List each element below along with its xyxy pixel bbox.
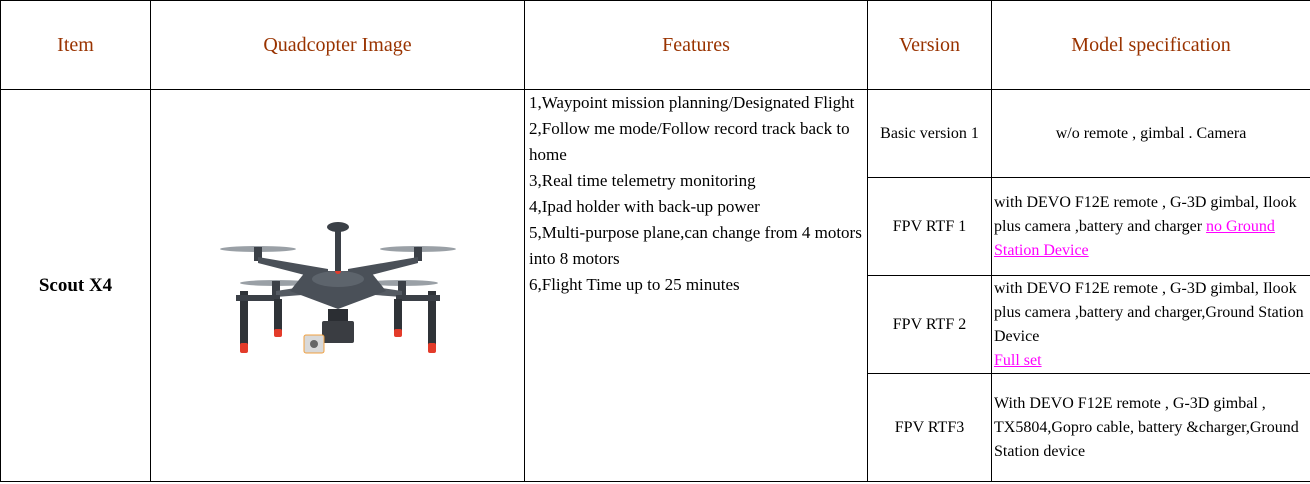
feature-item: 3,Real time telemetry monitoring bbox=[529, 171, 756, 190]
features-cell bbox=[525, 90, 868, 482]
feature-item: 5,Multi-purpose plane,can change from 4 motors into 8 motors bbox=[529, 223, 862, 268]
no-ground-station-link[interactable]: no Ground Station Device bbox=[994, 217, 1275, 259]
product-name: Scout X4 bbox=[1, 90, 151, 482]
feature-item: 4,Ipad holder with back-up power bbox=[529, 197, 760, 216]
quadcopter-drone-image bbox=[218, 191, 458, 381]
feature-item: 6,Flight Time up to 25 minutes bbox=[529, 275, 740, 294]
version-name: FPV RTF 1 bbox=[868, 178, 992, 276]
header-version: Version bbox=[868, 1, 992, 90]
version-spec: w/o remote , gimbal . Camera bbox=[992, 90, 1310, 178]
version-name: FPV RTF 2 bbox=[868, 276, 992, 374]
header-features: Features bbox=[525, 1, 868, 90]
version-spec bbox=[992, 178, 1310, 276]
header-item: Item bbox=[1, 1, 151, 90]
version-spec bbox=[992, 276, 1310, 374]
header-row bbox=[1, 1, 1310, 90]
table-row bbox=[1, 90, 1310, 178]
feature-item: 1,Waypoint mission planning/Designated Flight bbox=[529, 93, 855, 112]
spec-text: with DEVO F12E remote , G-3D gimbal, Ilook plus camera ,battery and charger bbox=[994, 193, 1297, 235]
full-set-link[interactable]: Full set bbox=[994, 351, 1042, 369]
feature-item: 2,Follow me mode/Follow record track back to home bbox=[529, 119, 850, 164]
product-image-cell bbox=[151, 90, 525, 482]
version-name: Basic version 1 bbox=[868, 90, 992, 178]
version-spec: With DEVO F12E remote , G-3D gimbal , TX5804,Gopro cable, battery &charger,Ground Station device bbox=[992, 374, 1310, 482]
header-spec: Model specification bbox=[992, 1, 1310, 90]
version-name: FPV RTF3 bbox=[868, 374, 992, 482]
header-image: Quadcopter Image bbox=[151, 1, 525, 90]
spec-text: with DEVO F12E remote , G-3D gimbal, Ilook plus camera ,battery and charger,Ground Station Device bbox=[994, 279, 1304, 345]
